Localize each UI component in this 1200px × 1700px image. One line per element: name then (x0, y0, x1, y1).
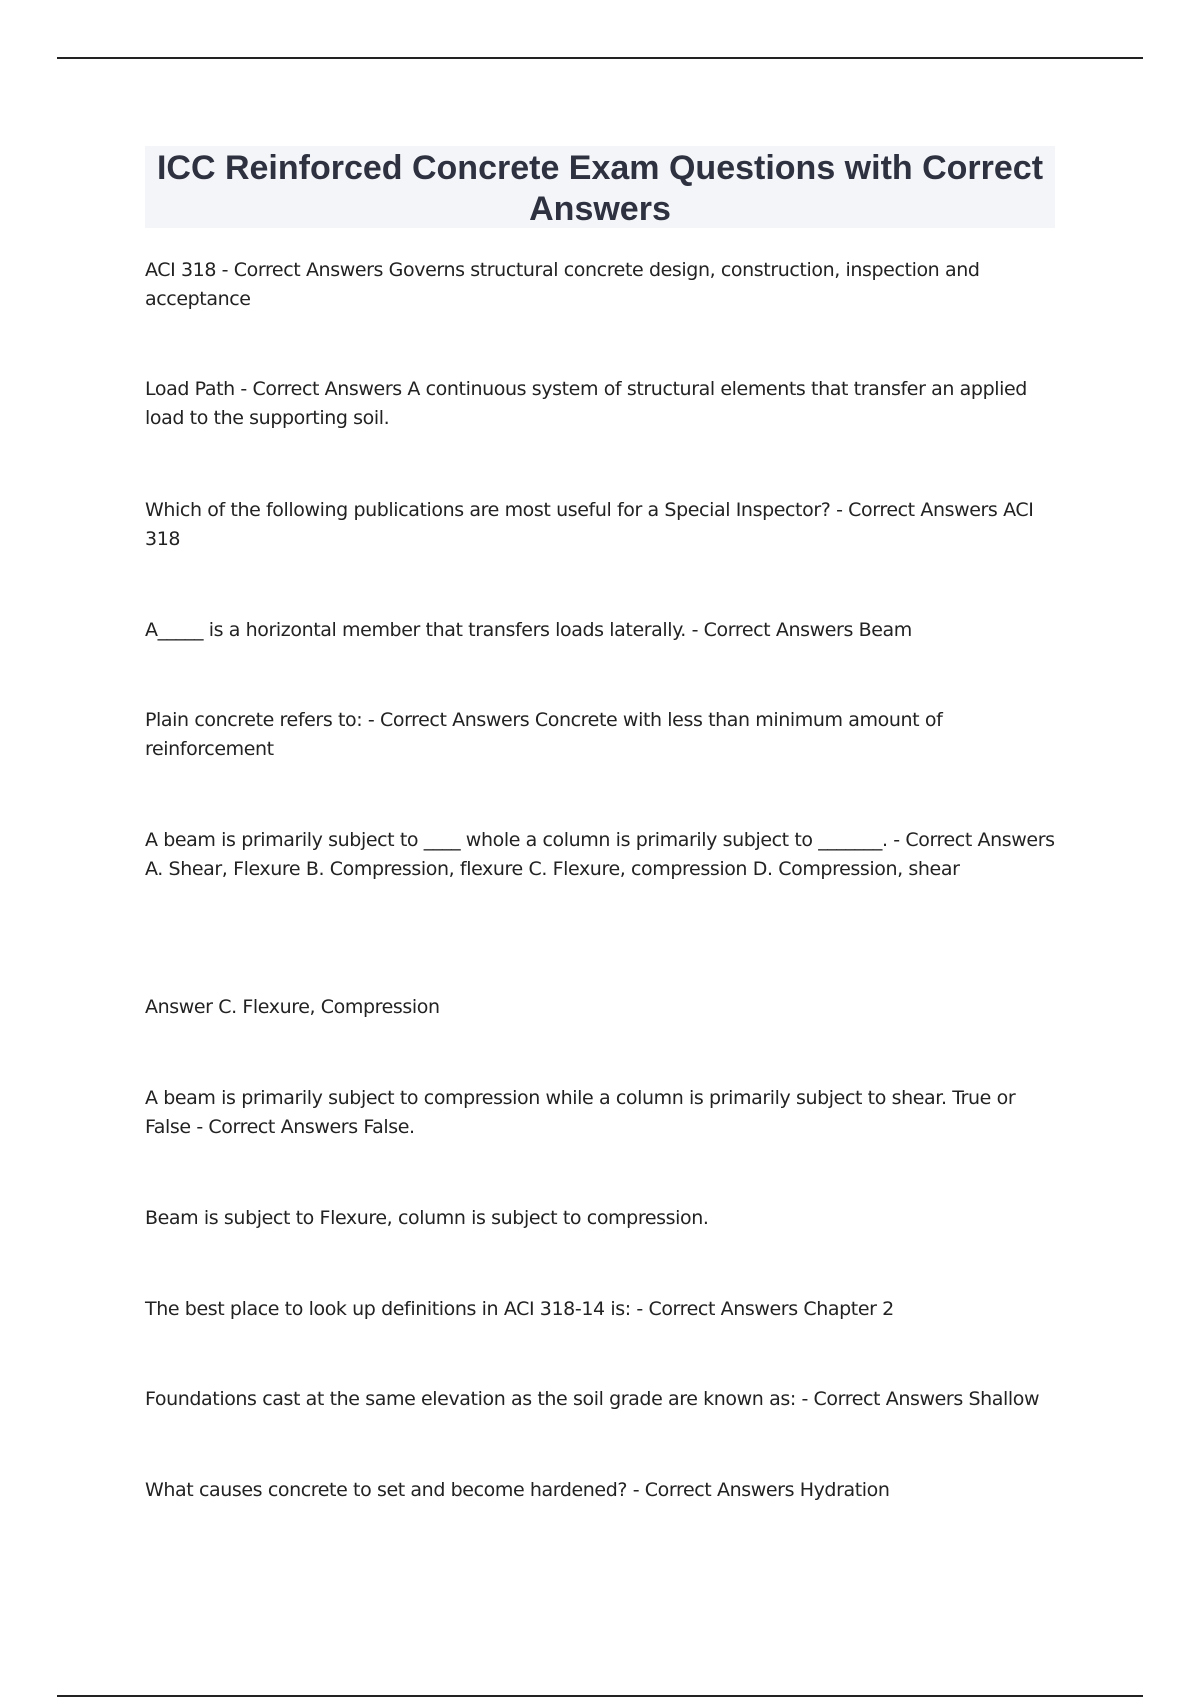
qa-entry-special-inspector: Which of the following publications are most useful for a Special Inspector? - Correct Answers ACI 318 (145, 499, 1034, 550)
qa-entry-shallow-foundations: Foundations cast at the same elevation as the soil grade are known as: - Correct Answers Shallow (145, 1388, 1040, 1410)
qa-entry-definitions-chapter: The best place to look up definitions in ACI 318-14 is: - Correct Answers Chapter 2 (145, 1298, 894, 1320)
qa-entry-beam-column-choice: A beam is primarily subject to ____ whole a column is primarily subject to _______. - Correct Answers A. Shear, Flexure B. Compression, flexure C. Flexure, compression D. Compression, shear (145, 829, 1055, 880)
qa-entry-hydration: What causes concrete to set and become hardened? - Correct Answers Hydration (145, 1479, 890, 1501)
header-rule (57, 57, 1143, 59)
qa-entry-horizontal-member: A_____ is a horizontal member that transfers loads laterally. - Correct Answers Beam (145, 619, 912, 641)
document-title: ICC Reinforced Concrete Exam Questions with Correct Answers (156, 149, 1044, 228)
qa-entry-answer-c: Answer C. Flexure, Compression (145, 996, 440, 1018)
qa-entry-load-path: Load Path - Correct Answers A continuous system of structural elements that transfer an applied load to the supporting soil. (145, 378, 1027, 429)
qa-entry-aci-318: ACI 318 - Correct Answers Governs structural concrete design, construction, inspection and acceptance (145, 259, 980, 310)
qa-entry-true-false: A beam is primarily subject to compression while a column is primarily subject to shear. True or False - Correct Answers False. (145, 1087, 1016, 1138)
title-banner (145, 146, 1055, 228)
footer-rule (57, 1695, 1143, 1697)
qa-entry-beam-flexure-note: Beam is subject to Flexure, column is subject to compression. (145, 1207, 709, 1229)
qa-entry-plain-concrete: Plain concrete refers to: - Correct Answers Concrete with less than minimum amount of reinforcement (145, 709, 943, 760)
